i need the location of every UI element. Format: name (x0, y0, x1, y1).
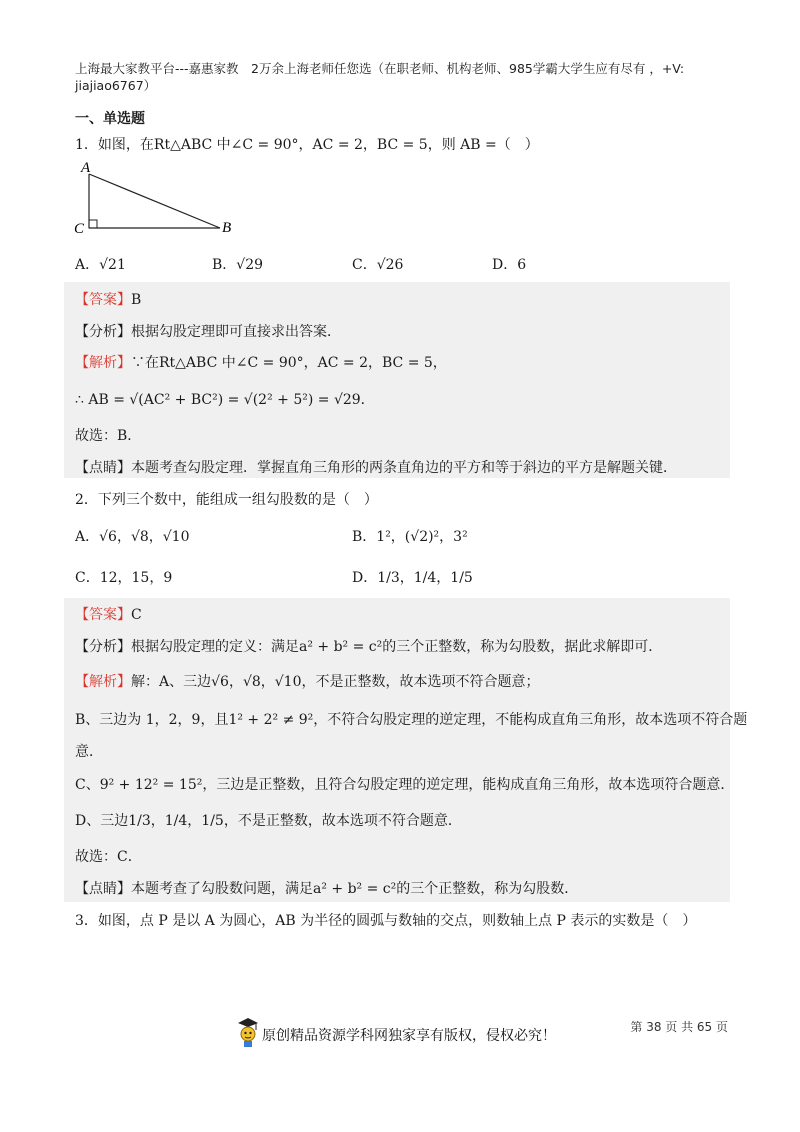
q2-solution-b-line-1: B、三边为 1，2，9，且1² + 2² ≠ 9²，不符合勾股定理的逆定理，不能构成直角三角形，故本选项不符合题 (75, 712, 748, 728)
q2-analysis-tag: 【分析】 (75, 639, 131, 655)
q1-solution (75, 352, 447, 372)
q2-option-b[interactable]: B．1²，(√2)²，3² (352, 529, 468, 545)
q2-comment-tag: 【点睛】 (75, 881, 131, 897)
copyright-notice: 原创精品资源学科网独家享有版权，侵权必究！ (262, 1028, 556, 1044)
q2-solution-b-line-2: 意． (75, 744, 103, 760)
q1-triangle-figure (72, 160, 242, 238)
q1-solution-line-1: ∵在Rt△ABC 中∠C = 90°，AC = 2，BC = 5， (131, 355, 447, 371)
q1-analysis-text: 根据勾股定理即可直接求出答案． (131, 324, 341, 340)
q1-option-a[interactable]: A．√21 (75, 257, 126, 273)
q1-option-b[interactable]: B．√29 (212, 257, 264, 273)
q1-choose: 故选：B． (75, 428, 142, 444)
q2-analysis-text: 根据勾股定理的定义：满足a² + b² = c²的三个正整数，称为勾股数，据此求解即可． (131, 639, 663, 655)
q2-option-d[interactable]: D．1/3，1/4，1/5 (352, 570, 473, 586)
q1-stem (75, 134, 539, 154)
q1-label-b: B (222, 220, 232, 236)
q2-choose: 故选：C． (75, 849, 142, 865)
q1-answer-tag: 【答案】 (75, 292, 131, 308)
q2-answer (75, 604, 142, 624)
q1-solution-tag: 【解析】 (75, 355, 131, 371)
section-title: 一、单选题 (75, 111, 145, 127)
q1-answer-value: B (131, 292, 142, 308)
q2-answer-tag: 【答案】 (75, 607, 131, 623)
q2-solution (75, 671, 540, 691)
q1-option-c[interactable]: C．√26 (352, 257, 404, 273)
q2-solution-tag: 【解析】 (75, 674, 131, 690)
page-number: 第 38 页 共 65 页 (630, 1020, 728, 1034)
q1-label-c: C (74, 221, 85, 237)
header-line-1: 上海最大家教平台---嘉惠家教 2万余上海老师任您选（在职老师、机构老师、985学霸大学生应有尽有 ，+V: (75, 61, 685, 76)
q1-label-a: A (81, 160, 91, 176)
page-header (75, 60, 735, 94)
q2-comment-text: 本题考查了勾股数问题，满足a² + b² = c²的三个正整数，称为勾股数． (131, 881, 579, 897)
q1-analysis (75, 321, 341, 341)
q1-analysis-tag: 【分析】 (75, 324, 131, 340)
q1-option-d[interactable]: D．6 (492, 257, 527, 273)
q2-option-c[interactable]: C．12，15，9 (75, 570, 173, 586)
q3-stem: 3．如图，点 P 是以 A 为圆心，AB 为半径的圆弧与数轴的交点，则数轴上点 P 表示的实数是（ ） (75, 913, 697, 929)
q1-stem-text: 1．如图，在Rt△ABC 中∠C = 90°，AC = 2，BC = 5，则 AB =（ ） (75, 137, 539, 153)
header-line-2: jiajiao6767） (75, 78, 157, 93)
q2-comment (75, 878, 578, 898)
q2-answer-value: C (131, 607, 142, 623)
q1-comment (75, 457, 677, 477)
q2-analysis (75, 636, 662, 656)
q2-solution-a: 解：A、三边√6，√8，√10，不是正整数，故本选项不符合题意； (131, 674, 540, 690)
q1-comment-text: 本题考查勾股定理．掌握直角三角形的两条直角边的平方和等于斜边的平方是解题关键． (131, 460, 677, 476)
q2-stem: 2．下列三个数中，能组成一组勾股数的是（ ） (75, 492, 378, 508)
q2-solution-c: C、9² + 12² = 15²，三边是正整数，且符合勾股定理的逆定理，能构成直角三角形，故本选项符合题意． (75, 777, 735, 793)
q1-solution-line-2: ∴ AB = √(AC² + BC²) = √(2² + 5²) = √29． (75, 392, 375, 408)
q2-solution-d: D、三边1/3，1/4，1/5，不是正整数，故本选项不符合题意． (75, 813, 462, 829)
q2-option-a[interactable]: A．√6，√8，√10 (75, 529, 190, 545)
q1-answer (75, 289, 141, 309)
scholar-mascot-icon (236, 1015, 260, 1049)
q1-comment-tag: 【点睛】 (75, 460, 131, 476)
q1-solution-box (64, 282, 730, 478)
